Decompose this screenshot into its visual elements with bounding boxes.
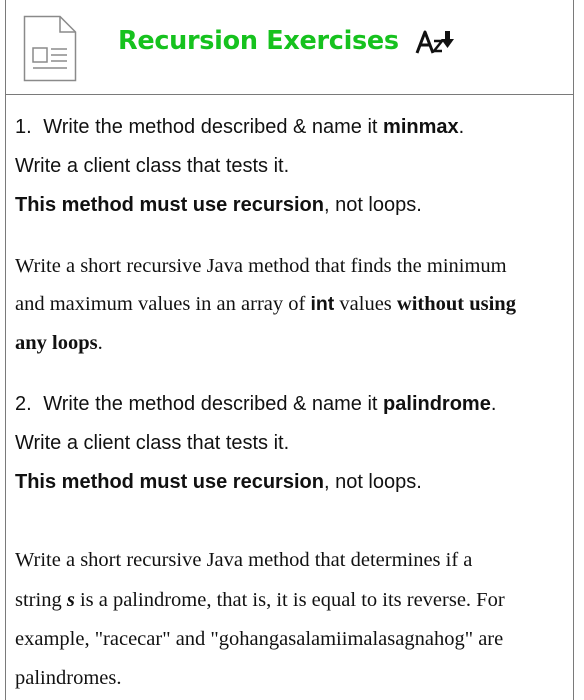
punctuation: . (97, 332, 103, 354)
punctuation: . (458, 116, 465, 138)
exercise-1-requirement (15, 194, 422, 217)
exercise-1-client-line: Write a client class that tests it. (15, 155, 290, 177)
recursion-requirement: This method must use recursion (15, 471, 324, 493)
exercise-1-description-line-2 (15, 293, 516, 316)
sort-az-icon[interactable] (414, 29, 460, 55)
method-name-palindrome: palindrome (383, 393, 491, 415)
desc-text: values (334, 293, 397, 315)
exercise-1-description-line-1: Write a short recursive Java method that finds the minimum (15, 255, 507, 277)
exercise-2-instruction: Write the method described & name it (43, 393, 384, 415)
method-name-minmax: minmax (383, 116, 459, 138)
without-using-emphasis: without using (396, 293, 516, 315)
exercise-1-number: 1. (15, 116, 32, 138)
exercise-2-description-line-4: palindromes. (15, 667, 122, 689)
exercise-1-heading (15, 116, 464, 139)
exercise-2-requirement (15, 471, 422, 494)
exercise-1-description-line-3 (15, 332, 103, 355)
exercise-2-heading (15, 393, 496, 416)
desc-text: and maximum values in an array of (15, 293, 311, 315)
int-keyword: int (310, 293, 335, 315)
exercise-2-description-line-2 (15, 589, 505, 612)
desc-text: string (15, 589, 67, 611)
requirement-rest: , not loops. (323, 194, 422, 216)
exercise-2-description-line-3: example, "racecar" and "gohangasalamiimalasagnahog" are (15, 628, 504, 650)
requirement-rest: , not loops. (323, 471, 422, 493)
document-frame (5, 0, 574, 700)
document-icon (23, 15, 77, 82)
recursion-requirement: This method must use recursion (15, 194, 324, 216)
variable-s: s (66, 589, 75, 611)
document-header (6, 0, 573, 95)
exercise-2-description-line-1: Write a short recursive Java method that determines if a (15, 549, 473, 571)
punctuation: . (490, 393, 497, 415)
any-loops-emphasis: any loops (15, 332, 98, 354)
page-title: Recursion Exercises (118, 26, 399, 56)
desc-text: is a palindrome, that is, it is equal to its reverse. For (74, 589, 505, 611)
exercise-2-client-line: Write a client class that tests it. (15, 432, 290, 454)
exercise-2-number: 2. (15, 393, 32, 415)
exercise-1-instruction: Write the method described & name it (43, 116, 384, 138)
